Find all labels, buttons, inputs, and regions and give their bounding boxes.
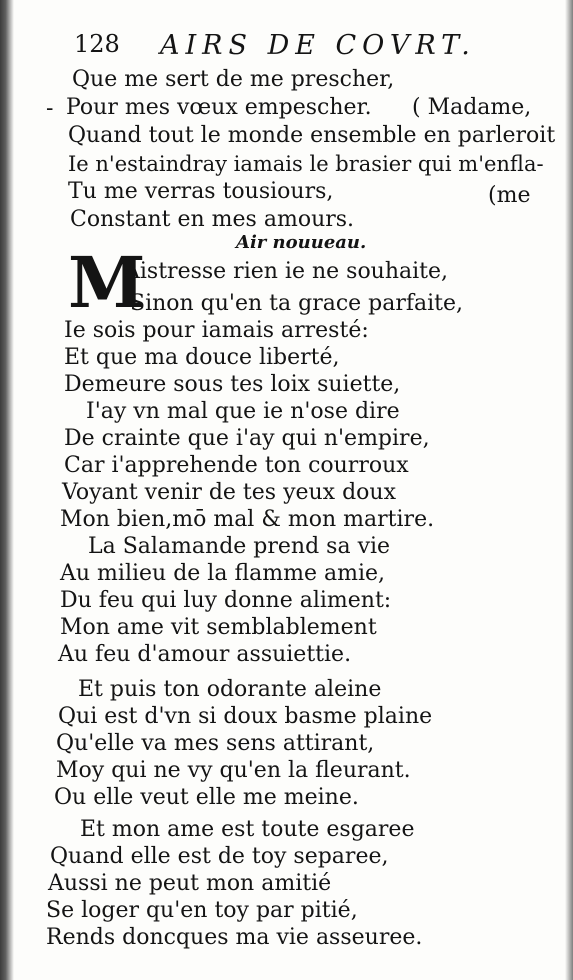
poem-line: Quand tout le monde ensemble en parleroit (68, 123, 556, 148)
turnover-text: ( Madame, (412, 95, 532, 120)
poem-line: Sinon qu'en ta grace parfaite, (130, 291, 464, 316)
poem-line: Voyant venir de tes yeux doux (62, 480, 396, 505)
poem-line: Mon ame vit semblablement (60, 615, 377, 640)
poem-title: Air nouueau. (236, 232, 367, 253)
poem-line: Et que ma douce liberté, (64, 345, 340, 370)
page-edge (565, 0, 573, 980)
poem-line: Quand elle est de toy separee, (50, 844, 389, 869)
poem-line: Tu me verras tousiours, (68, 179, 334, 204)
poem-line: Ie n'estaindray iamais le brasier qui m'enfla- (68, 152, 544, 176)
poem-line: Que me sert de me prescher, (72, 67, 395, 92)
poem-line: Mon bien,mō mal & mon martire. (60, 507, 435, 532)
poem-line: I'ay vn mal que ie n'ose dire (86, 399, 400, 424)
poem-line: Constant en mes amours. (70, 207, 355, 232)
poem-line: Au feu d'amour assuiettie. (58, 642, 352, 667)
turnover-text: (me (488, 183, 531, 208)
running-title: AIRS DE COVRT. (160, 30, 476, 61)
poem-line: Car i'apprehende ton courroux (64, 453, 409, 478)
poem-line: Ou elle veut elle me meine. (54, 785, 359, 810)
poem-line: Au milieu de la flamme amie, (60, 561, 385, 586)
poem-line: Et puis ton odorante aleine (78, 677, 382, 702)
poem-line: Aistresse rien ie ne souhaite, (124, 259, 449, 284)
poem-line: Moy qui ne vy qu'en la fleurant. (56, 758, 411, 783)
running-head (74, 30, 494, 64)
binding-shadow (0, 0, 14, 980)
drop-cap: M (68, 241, 146, 324)
poem-line: Ie sois pour iamais arresté: (64, 318, 369, 343)
page-number: 128 (74, 30, 120, 58)
poem-line: La Salamande prend sa vie (88, 534, 391, 559)
poem-line: Aussi ne peut mon amitié (48, 871, 332, 896)
poem-line: Pour mes vœux empescher. (66, 95, 372, 120)
poem-line: De crainte que i'ay qui n'empire, (64, 426, 430, 451)
poem-line: Demeure sous tes loix suiette, (64, 372, 401, 397)
margin-dash: - (46, 96, 54, 121)
poem-line: Qu'elle va mes sens attirant, (56, 731, 375, 756)
poem-line: Qui est d'vn si doux basme plaine (58, 704, 433, 729)
poem-line: Se loger qu'en toy par pitié, (46, 898, 358, 923)
poem-line: Et mon ame est toute esgaree (80, 817, 415, 842)
poem-line: Du feu qui luy donne aliment: (60, 588, 392, 613)
poem-line: Rends doncques ma vie asseuree. (46, 925, 423, 950)
